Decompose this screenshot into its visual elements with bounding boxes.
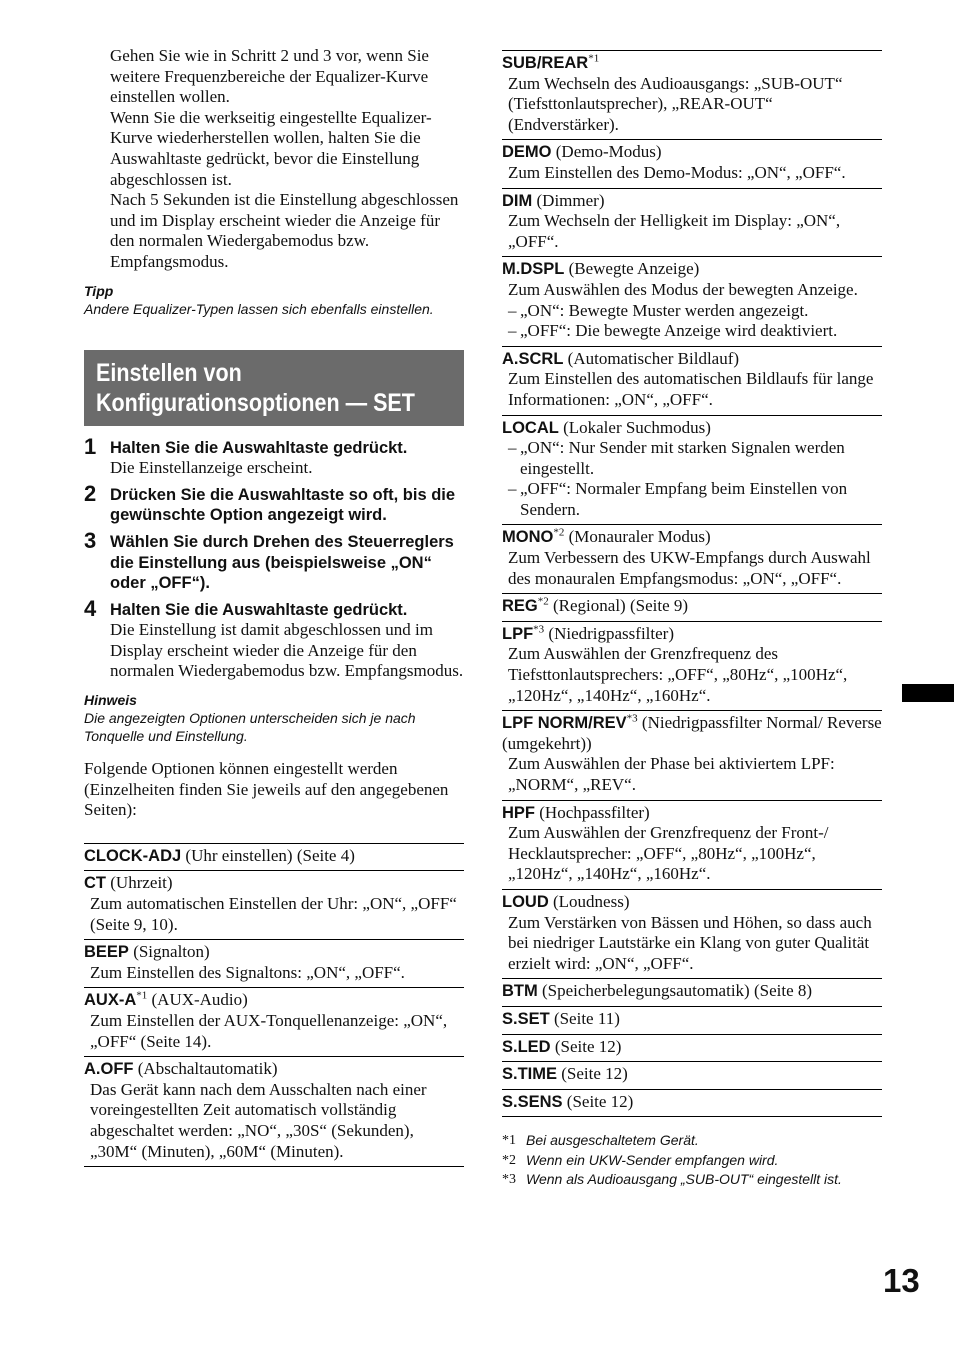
option-row bbox=[502, 711, 882, 800]
option-name: DIM bbox=[502, 191, 533, 210]
option-header bbox=[502, 981, 882, 1002]
option-header bbox=[502, 349, 882, 370]
footnote-mark: *1 bbox=[502, 1133, 516, 1149]
option-name: S.SET bbox=[502, 1009, 550, 1028]
option-header bbox=[502, 1092, 882, 1113]
option-row bbox=[502, 140, 882, 188]
option-list-item bbox=[502, 321, 882, 342]
step-number: 2 bbox=[84, 480, 97, 506]
footnote bbox=[502, 1131, 882, 1151]
option-name: LPF bbox=[502, 624, 534, 643]
option-name: HPF bbox=[502, 803, 535, 822]
option-row bbox=[502, 1007, 882, 1035]
tip-text: Andere Equalizer-Typen lassen sich ebenfalls einstellen. bbox=[84, 300, 434, 317]
option-row bbox=[502, 416, 882, 526]
option-header bbox=[502, 191, 882, 212]
option-row bbox=[502, 1062, 882, 1090]
intro-paragraph: Wenn Sie die werkseitig eingestellte Equalizer-Kurve wiederherstellen wollen, halten Sie die Auswahltaste gedrückt, bevor die Einstellung abgeschlossen ist. bbox=[110, 107, 432, 189]
option-row bbox=[502, 347, 882, 416]
section-tab-marker bbox=[902, 684, 954, 702]
option-name: SUB/REAR bbox=[502, 54, 589, 72]
option-header bbox=[84, 873, 464, 894]
options-table-left bbox=[84, 843, 464, 1167]
option-header-text: (Abschaltautomatik) bbox=[133, 1059, 278, 1079]
dash-bullet: – bbox=[508, 321, 517, 341]
step-title: Halten Sie die Auswahltaste gedrückt. bbox=[110, 600, 408, 619]
footnote-text: Wenn als Audioausgang „SUB-OUT“ eingestellt ist. bbox=[526, 1171, 842, 1188]
option-header bbox=[502, 1064, 882, 1085]
option-list-item bbox=[502, 301, 882, 322]
option-row bbox=[502, 189, 882, 258]
step-1 bbox=[84, 433, 464, 479]
option-header bbox=[502, 259, 882, 280]
option-description: Zum Auswählen der Phase bei aktiviertem LPF: „NORM“, „REV“. bbox=[508, 754, 835, 794]
option-header-text: (Niedrigpassfilter) bbox=[544, 623, 674, 643]
option-header-text: (Automatischer Bildlauf) bbox=[563, 348, 740, 368]
option-name: A.SCRL bbox=[502, 349, 564, 368]
option-header-text: (Niedrigpassfilter Normal/ Reverse (umgekehrt)) bbox=[502, 713, 882, 753]
option-header bbox=[84, 1059, 464, 1080]
option-list-text: „OFF“: Normaler Empfang beim Einstellen von Sendern. bbox=[520, 479, 848, 519]
footnote-mark: *3 bbox=[502, 1172, 516, 1188]
option-header-text: (Monauraler Modus) bbox=[564, 527, 711, 547]
intro-paragraph: Nach 5 Sekunden ist die Einstellung abgeschlossen und im Display erscheint wieder die Anzeige für den normalen Wiedergabemodus bzw. Empfangsmodus. bbox=[110, 190, 459, 271]
option-description: Zum Auswählen des Modus der bewegten Anzeige. bbox=[508, 279, 858, 299]
step-body: Die Einstellung ist damit abgeschlossen und im Display erscheint wieder die Anzeige für den normalen Wiedergabemodus bzw. Empfangsmodus. bbox=[110, 620, 464, 681]
option-description: Zum automatischen Einstellen der Uhr: „ON“, „OFF“ (Seite 9, 10). bbox=[90, 894, 457, 934]
option-row bbox=[84, 844, 464, 872]
option-header bbox=[502, 142, 882, 163]
step-3 bbox=[84, 527, 464, 594]
option-row bbox=[502, 257, 882, 346]
option-header-text: (Dimmer) bbox=[532, 190, 605, 210]
option-name: DEMO bbox=[502, 143, 552, 162]
option-row bbox=[502, 979, 882, 1007]
option-name: CLOCK-ADJ bbox=[84, 846, 182, 865]
option-header bbox=[84, 846, 464, 867]
option-name: BEEP bbox=[84, 943, 129, 962]
option-description: Zum Wechseln der Helligkeit im Display: „ON“, „OFF“. bbox=[508, 211, 841, 251]
option-name: CT bbox=[84, 874, 106, 893]
option-row bbox=[84, 871, 464, 940]
section-title bbox=[84, 350, 464, 426]
option-row bbox=[84, 1057, 464, 1167]
option-header-text: (Seite 12) bbox=[557, 1064, 628, 1084]
option-header-text: (Lokaler Suchmodus) bbox=[558, 417, 711, 437]
option-header bbox=[502, 53, 882, 74]
option-name: LPF NORM/REV bbox=[502, 714, 627, 733]
option-header-text: (Bewegte Anzeige) bbox=[564, 259, 700, 279]
option-header-text: (Hochpassfilter) bbox=[535, 802, 650, 822]
option-header bbox=[502, 624, 882, 645]
option-name: REG bbox=[502, 597, 538, 616]
footnotes bbox=[502, 1131, 882, 1190]
step-body: Die Einstellanzeige erscheint. bbox=[110, 458, 313, 478]
option-header bbox=[502, 596, 882, 617]
footnote-ref: *1 bbox=[136, 989, 148, 1002]
option-name: S.SENS bbox=[502, 1092, 563, 1111]
hint-label: Hinweis bbox=[84, 692, 137, 709]
step-number: 4 bbox=[84, 595, 97, 621]
option-description: Zum Verbessern des UKW-Empfangs durch Auswahl des monauralen Empfangsmodus: „ON“, „OFF“. bbox=[508, 548, 871, 588]
option-description: Zum Einstellen des automatischen Bildlaufs für lange Informationen: „ON“, „OFF“. bbox=[508, 369, 874, 409]
option-header-text: (Seite 12) bbox=[550, 1036, 622, 1056]
following-text: Folgende Optionen können eingestellt werden (Einzelheiten finden Sie jeweils auf den angegebenen Seiten): bbox=[84, 759, 449, 820]
option-list-item bbox=[502, 438, 882, 479]
option-header bbox=[84, 990, 464, 1011]
option-header bbox=[502, 418, 882, 439]
option-list-text: „ON“: Bewegte Muster werden angezeigt. bbox=[520, 300, 809, 320]
option-row bbox=[502, 1090, 882, 1118]
option-row bbox=[502, 1035, 882, 1063]
section-title-line2: Konfigurationsoptionen — SET bbox=[96, 388, 415, 417]
option-name: MONO bbox=[502, 528, 554, 547]
footnote-text: Bei ausgeschaltetem Gerät. bbox=[526, 1132, 699, 1149]
option-list-text: „ON“: Nur Sender mit starken Signalen werden eingestellt. bbox=[520, 438, 845, 478]
option-header bbox=[502, 803, 882, 824]
step-title: Wählen Sie durch Drehen des Steuerreglers die Einstellung aus (beispielsweise „ON“ oder „OFF“). bbox=[110, 532, 454, 593]
option-header bbox=[502, 713, 882, 754]
option-row bbox=[502, 890, 882, 979]
dash-bullet: – bbox=[508, 479, 517, 499]
option-row bbox=[84, 940, 464, 988]
option-header bbox=[502, 1009, 882, 1030]
option-list-item bbox=[502, 479, 882, 520]
dash-bullet: – bbox=[508, 300, 517, 320]
step-number: 1 bbox=[84, 433, 97, 459]
option-list-text: „OFF“: Die bewegte Anzeige wird deaktiviert. bbox=[520, 321, 838, 341]
page-number: 13 bbox=[883, 1262, 920, 1299]
option-header-text: (Demo-Modus) bbox=[551, 142, 662, 162]
option-description: Zum Einstellen der AUX-Tonquellenanzeige: „ON“, „OFF“ (Seite 14). bbox=[90, 1011, 448, 1051]
tip-label: Tipp bbox=[84, 282, 114, 299]
footnote-mark: *2 bbox=[502, 1152, 516, 1168]
option-row bbox=[502, 525, 882, 594]
footnote-text: Wenn ein UKW-Sender empfangen wird. bbox=[526, 1151, 779, 1168]
dash-bullet: – bbox=[508, 438, 517, 458]
step-2 bbox=[84, 480, 464, 526]
option-header bbox=[84, 942, 464, 963]
option-name: AUX-A bbox=[84, 991, 137, 1010]
options-table-right bbox=[502, 50, 882, 1117]
footnote bbox=[502, 1170, 882, 1190]
option-header-text: (Uhr einstellen) (Seite 4) bbox=[181, 845, 355, 865]
option-header bbox=[502, 1037, 882, 1058]
option-header-text: (Signalton) bbox=[128, 942, 210, 962]
intro-paragraph: Gehen Sie wie in Schritt 2 und 3 vor, wenn Sie weitere Frequenzbereiche der Equalizer-Kurve einstellen wollen. bbox=[110, 46, 429, 107]
step-4 bbox=[84, 595, 464, 682]
option-header-text: (Seite 12) bbox=[562, 1091, 634, 1111]
option-row bbox=[502, 51, 882, 140]
option-description: Zum Verstärken von Bässen und Höhen, so dass auch bei niedriger Lautstärke ein Klang von guter Qualität erzielt wird: „ON“, „OFF“. bbox=[508, 912, 872, 973]
option-name: LOCAL bbox=[502, 418, 559, 437]
right-column bbox=[502, 50, 882, 1190]
option-description: Zum Wechseln des Audioausgangs: „SUB-OUT“ (Tiefsttonlautsprecher), „REAR-OUT“ (Endverstärker). bbox=[508, 73, 843, 134]
option-description: Zum Einstellen des Demo-Modus: „ON“, „OFF“. bbox=[508, 162, 846, 182]
left-column bbox=[84, 46, 464, 1167]
footnote-ref: *3 bbox=[626, 712, 638, 725]
option-row bbox=[502, 801, 882, 890]
footnote-ref: *3 bbox=[533, 623, 545, 636]
option-header-text: (Regional) (Seite 9) bbox=[548, 596, 689, 616]
footnote bbox=[502, 1151, 882, 1171]
footnote-ref: *1 bbox=[588, 52, 600, 65]
step-title: Halten Sie die Auswahltaste gedrückt. bbox=[110, 438, 408, 457]
footnote-ref: *2 bbox=[537, 595, 549, 608]
option-header-text: (Speicherbelegungsautomatik) (Seite 8) bbox=[537, 981, 813, 1001]
option-name: LOUD bbox=[502, 892, 549, 911]
option-name: BTM bbox=[502, 982, 538, 1001]
footnote-ref: *2 bbox=[553, 526, 565, 539]
option-name: A.OFF bbox=[84, 1060, 134, 1079]
option-name: S.TIME bbox=[502, 1065, 558, 1084]
option-header-text: (Loudness) bbox=[548, 891, 630, 911]
option-header-text: (Seite 11) bbox=[549, 1008, 620, 1028]
option-row bbox=[502, 594, 882, 622]
option-description: Zum Einstellen des Signaltons: „ON“, „OFF“. bbox=[90, 962, 405, 982]
option-description: Zum Auswählen der Grenzfrequenz der Front-/ Hecklautsprecher: „OFF“, „80Hz“, „100Hz“, „120Hz“, „140Hz“, „160Hz“. bbox=[508, 823, 829, 884]
option-name: S.LED bbox=[502, 1037, 551, 1056]
option-description: Das Gerät kann nach dem Ausschalten nach einer voreingestellten Zeit automatisch vollständig abgeschaltet werden: „NO“, „30S“ (Sekunden), „30M“ (Minuten), „60M“ (Minuten). bbox=[90, 1079, 427, 1161]
option-row bbox=[84, 988, 464, 1057]
option-row bbox=[502, 622, 882, 711]
option-header bbox=[502, 527, 882, 548]
option-description: Zum Auswählen der Grenzfrequenz des Tiefsttonlautsprechers: „OFF“, „80Hz“, „100Hz“, „120Hz“, „140Hz“, „160Hz“. bbox=[508, 644, 848, 705]
intro-text bbox=[84, 46, 464, 273]
option-header bbox=[502, 892, 882, 913]
section-title-line1: Einstellen von bbox=[96, 358, 242, 387]
step-number: 3 bbox=[84, 527, 97, 553]
hint-text: Die angezeigten Optionen unterscheiden sich je nach Tonquelle und Einstellung. bbox=[84, 710, 416, 745]
option-header-text: (AUX-Audio) bbox=[147, 990, 248, 1010]
option-header-text: (Uhrzeit) bbox=[106, 873, 173, 893]
option-name: M.DSPL bbox=[502, 260, 565, 279]
steps-list bbox=[84, 433, 464, 683]
step-title: Drücken Sie die Auswahltaste so oft, bis die gewünschte Option angezeigt wird. bbox=[110, 485, 456, 525]
